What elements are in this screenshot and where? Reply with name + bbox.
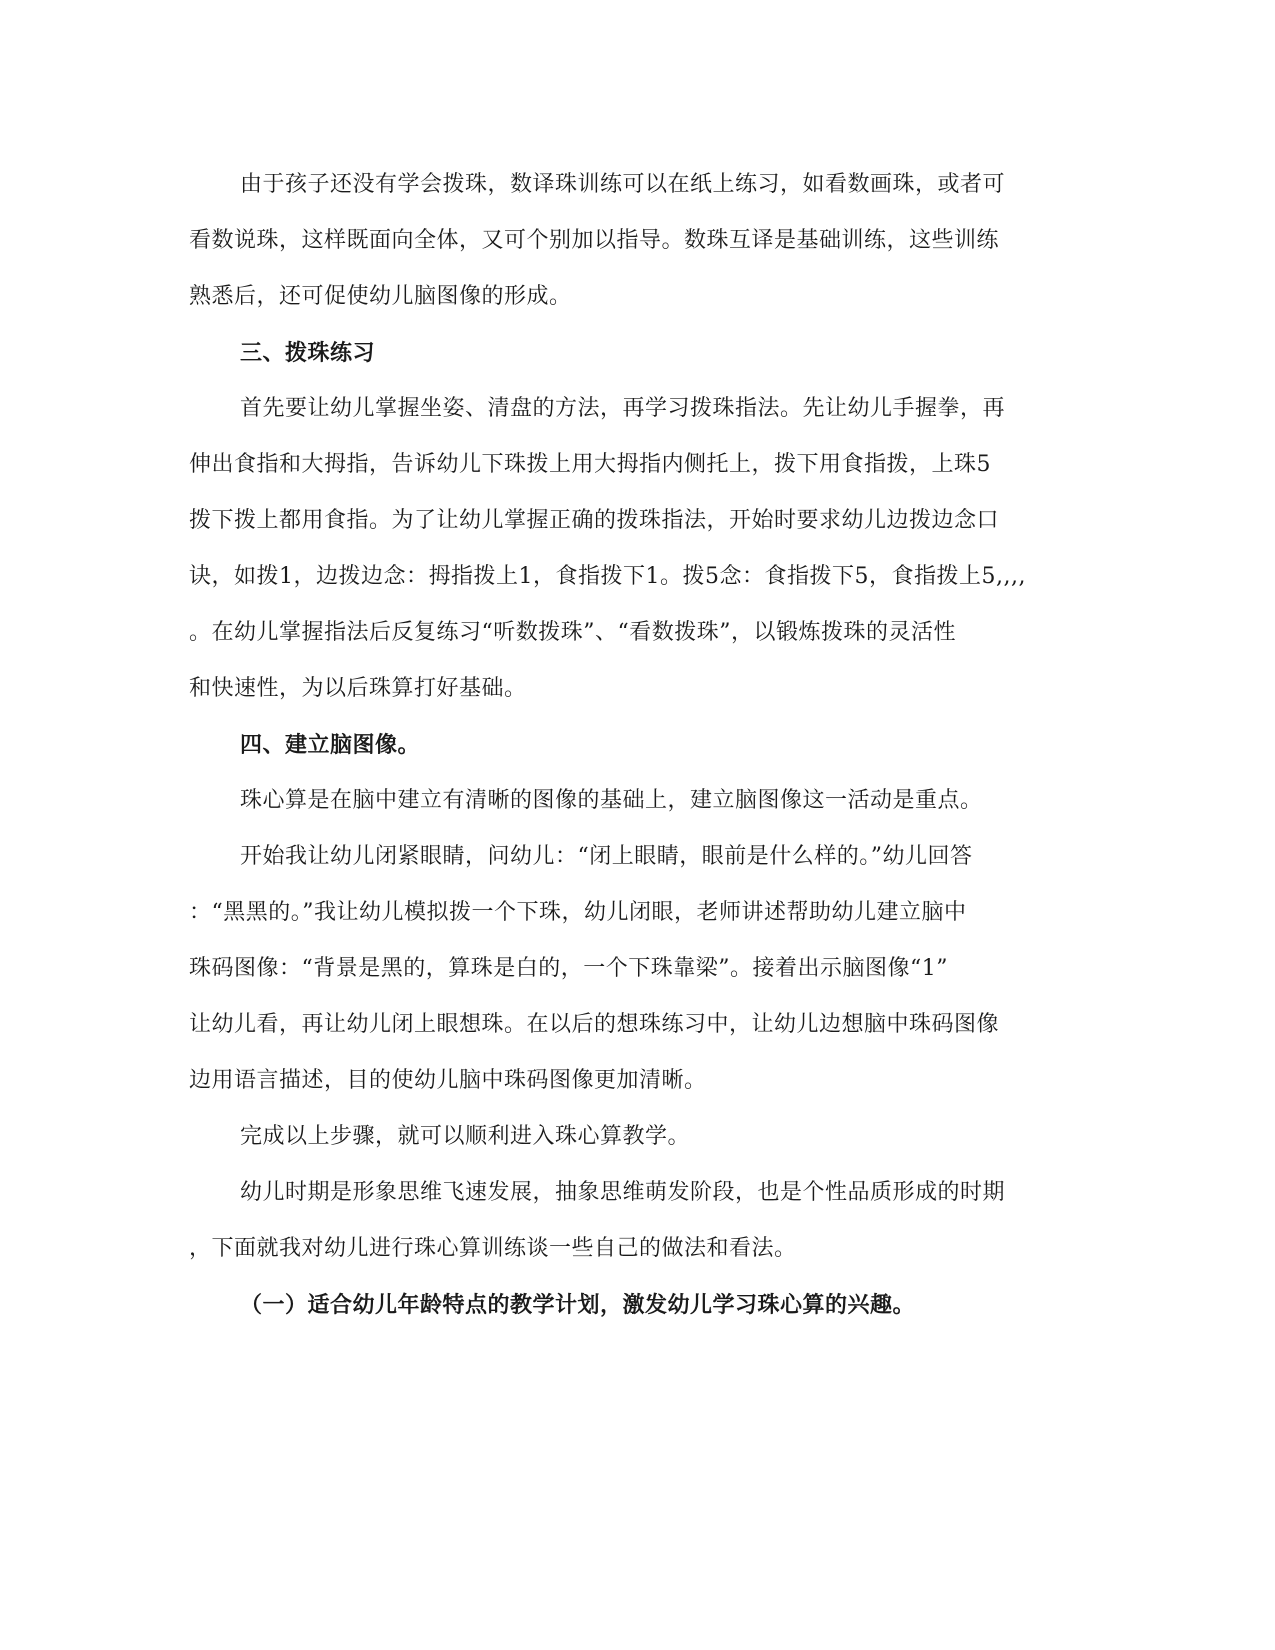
- paragraph-line: 首先要让幼儿掌握坐姿、清盘的方法，再学习拨珠指法。先让幼儿手握拳，再: [240, 396, 1006, 421]
- paragraph-line: 让幼儿看，再让幼儿闭上眼想珠。在以后的想珠练习中，让幼儿边想脑中珠码图像: [189, 1012, 1000, 1037]
- paragraph-line: 拨下拨上都用食指。为了让幼儿掌握正确的拨珠指法，开始时要求幼儿边拨边念口: [189, 508, 1000, 533]
- paragraph-line: ：“黑黑的。”我让幼儿模拟拨一个下珠，幼儿闭眼，老师讲述帮助幼儿建立脑中: [189, 900, 967, 925]
- paragraph-line: ，下面就我对幼儿进行珠心算训练谈一些自己的做法和看法。: [189, 1236, 797, 1261]
- paragraph-line: 完成以上步骤，就可以顺利进入珠心算教学。: [240, 1124, 691, 1149]
- paragraph-line: 和快速性，为以后珠算打好基础。: [189, 676, 527, 701]
- paragraph-line: 幼儿时期是形象思维飞速发展，抽象思维萌发阶段，也是个性品质形成的时期: [240, 1180, 1006, 1205]
- paragraph-line: 开始我让幼儿闭紧眼睛，问幼儿：“闭上眼睛，眼前是什么样的。”幼儿回答: [240, 844, 973, 869]
- section-heading: 四、建立脑图像。: [240, 732, 421, 758]
- paragraph-line: 熟悉后，还可促使幼儿脑图像的形成。: [189, 284, 572, 309]
- paragraph-line: 珠码图像：“背景是黑的，算珠是白的，一个下珠靠梁”。接着出示脑图像“1”: [189, 956, 948, 981]
- paragraph-line: 珠心算是在脑中建立有清晰的图像的基础上，建立脑图像这一活动是重点。: [240, 788, 983, 813]
- paragraph-line: 诀，如拨1，边拨边念：拇指拨上1，食指拨下1。拨5念：食指拨下5，食指拨上5,,,,: [189, 564, 1026, 589]
- paragraph-line: 看数说珠，这样既面向全体，又可个别加以指导。数珠互译是基础训练，这些训练: [189, 228, 1000, 253]
- section-heading: 三、拨珠练习: [240, 340, 376, 366]
- paragraph-line: 。在幼儿掌握指法后反复练习“听数拨珠”、“看数拨珠”，以锻炼拨珠的灵活性: [189, 620, 956, 645]
- subsection-heading: （一）适合幼儿年龄特点的教学计划，激发幼儿学习珠心算的兴趣。: [240, 1292, 916, 1318]
- paragraph-line: 边用语言描述，目的使幼儿脑中珠码图像更加清晰。: [189, 1068, 707, 1093]
- paragraph-line: 由于孩子还没有学会拨珠，数译珠训练可以在纸上练习，如看数画珠，或者可: [240, 172, 1006, 197]
- paragraph-line: 伸出食指和大拇指，告诉幼儿下珠拨上用大拇指内侧托上，拨下用食指拨，上珠5: [189, 452, 991, 477]
